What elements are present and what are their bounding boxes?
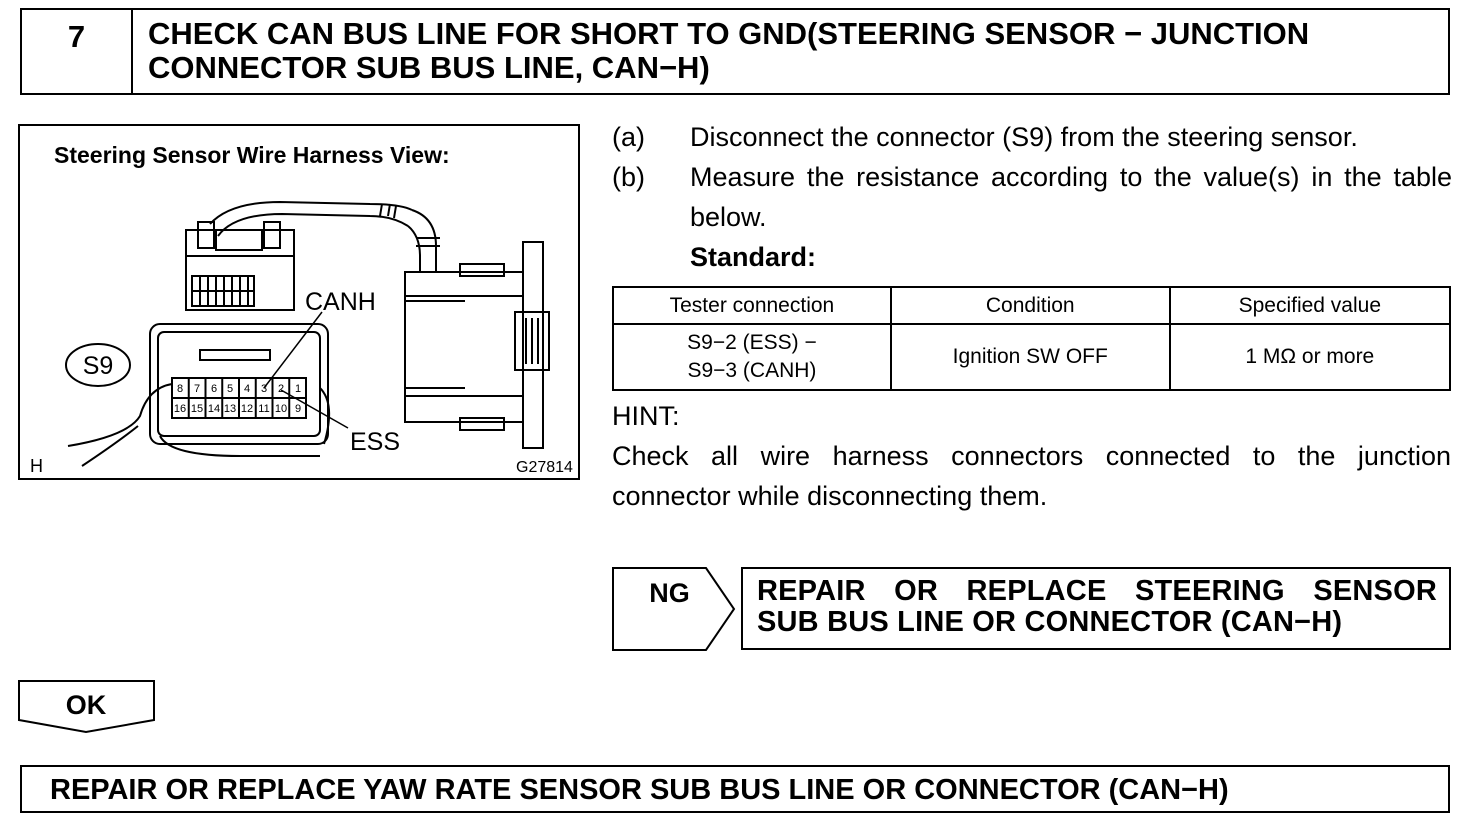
instruction-a-marker: (a): [612, 122, 645, 152]
hint-label: HINT:: [612, 401, 680, 431]
condition-cell: Ignition SW OFF: [891, 324, 1170, 390]
table-header: Condition: [891, 287, 1170, 324]
ng-result-box: [741, 567, 1451, 650]
pin-label: 6: [210, 383, 218, 395]
ng-label: NG: [649, 578, 690, 608]
pin-label: 8: [176, 383, 184, 395]
ok-result-box: [20, 765, 1450, 813]
connector-drawing: [20, 126, 578, 478]
spec-table: [612, 286, 1451, 391]
pin-label: 14: [207, 403, 221, 415]
step-number: 7: [22, 10, 133, 93]
step-title-line1: CHECK CAN BUS LINE FOR SHORT TO GND(STEERING SENSOR − JUNCTION: [148, 16, 1310, 51]
side-connector-view-icon: [405, 242, 549, 448]
pin-label: 16: [173, 403, 187, 415]
pin-label: 9: [294, 403, 302, 415]
instruction-a: [612, 117, 1452, 157]
instruction-a-text: Disconnect the connector (S9) from the steering sensor.: [690, 122, 1358, 152]
pin-label: 1: [294, 383, 302, 395]
pin-label: 12: [240, 403, 254, 415]
pin-label: 7: [193, 383, 201, 395]
ok-result-text: REPAIR OR REPLACE YAW RATE SENSOR SUB BUS LINE OR CONNECTOR (CAN−H): [50, 774, 1229, 806]
mating-connector-icon: [186, 222, 294, 310]
pin-label: 10: [274, 403, 288, 415]
wire-cable-icon: [210, 202, 440, 272]
ng-result-line1: REPAIR OR REPLACE STEERING SENSOR: [757, 575, 1437, 607]
table-header-row: [613, 287, 1450, 324]
instruction-b: [612, 157, 1452, 237]
illustration-title: Steering Sensor Wire Harness View:: [54, 142, 450, 168]
tester-connection-line1: S9−2 (ESS) −: [687, 331, 817, 354]
ess-label: ESS: [350, 428, 401, 456]
ng-result-text: [757, 576, 1437, 638]
tester-connection-cell: [613, 324, 891, 390]
pin-label: 5: [226, 383, 234, 395]
instruction-b-text: Measure the resistance according to the value(s) in the table below.: [690, 162, 1452, 232]
tester-connection-line2: S9−3 (CANH): [687, 359, 817, 382]
specified-value-cell: 1 MΩ or more: [1170, 324, 1450, 390]
canh-label: CANH: [305, 288, 376, 316]
pin-label: 4: [243, 383, 251, 395]
table-header: Specified value: [1170, 287, 1450, 324]
hint-text: Check all wire harness connectors connected to the junction connector while disconnecting them.: [612, 441, 1451, 511]
wire-harness-illustration: [18, 124, 580, 480]
ng-result-line2: SUB BUS LINE OR CONNECTOR (CAN−H): [757, 606, 1343, 638]
connector-id-label: S9: [82, 352, 114, 380]
pin-label: 3: [260, 383, 268, 395]
step-title-line2: CONNECTOR SUB BUS LINE, CAN−H): [148, 50, 710, 85]
table-header: Tester connection: [613, 287, 891, 324]
pin-label: 11: [258, 403, 270, 415]
standard-label: Standard:: [690, 242, 817, 272]
ok-label: OK: [65, 690, 107, 720]
pin-label: 2: [277, 383, 285, 395]
step-header: [20, 8, 1450, 95]
step-title: [148, 17, 1434, 85]
corner-label: H: [30, 456, 43, 476]
instruction-b-marker: (b): [612, 162, 645, 192]
pin-label: 15: [190, 403, 204, 415]
table-row: [613, 324, 1450, 390]
figure-code: G27814: [516, 459, 573, 476]
pin-label: 13: [223, 403, 237, 415]
